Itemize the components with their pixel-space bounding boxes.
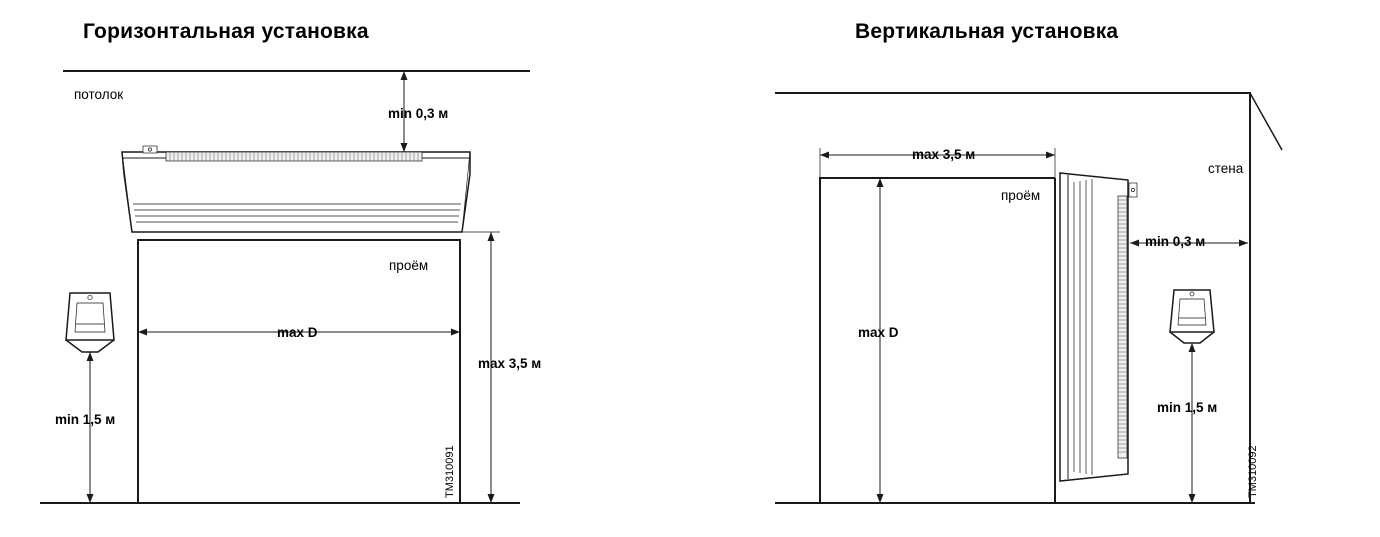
label-min-remote-height: min 1,5 м <box>55 412 116 427</box>
dimension-min-remote-height <box>87 352 94 503</box>
door-opening-outline <box>138 240 460 503</box>
panel-vertical-installation <box>690 0 1380 537</box>
label-max-d-vertical: max D <box>858 325 899 340</box>
air-curtain-unit-vertical <box>1060 173 1137 481</box>
door-opening-outline-vertical <box>775 178 1055 503</box>
panel-title-horizontal: Горизонтальная установка <box>83 20 369 43</box>
label-max-height: max 3,5 м <box>478 356 542 371</box>
label-min-top: min 0,3 м <box>388 106 449 121</box>
label-min-side: min 0,3 м <box>1145 234 1206 249</box>
dimension-min-remote-height-vertical <box>1189 343 1196 503</box>
drawing-code-vertical: ТМ310092 <box>1247 445 1259 498</box>
panel-title-vertical: Вертикальная установка <box>855 20 1119 43</box>
drawing-code-horizontal: ТМ310091 <box>444 445 456 498</box>
label-opening-vertical: проём <box>1001 188 1041 203</box>
remote-control-panel-vertical <box>1170 290 1214 343</box>
label-max-distance: max 3,5 м <box>912 147 976 162</box>
label-max-d: max D <box>277 325 318 340</box>
label-min-remote-height-vertical: min 1,5 м <box>1157 400 1218 415</box>
label-wall: стена <box>1208 161 1244 176</box>
wall-corner-bevel <box>1250 93 1282 150</box>
remote-control-panel <box>66 293 114 352</box>
dimension-max-d-vertical <box>877 178 884 503</box>
vertical-installation-drawing <box>690 0 1380 537</box>
label-ceiling: потолок <box>74 87 124 102</box>
air-curtain-unit-horizontal <box>122 146 470 232</box>
label-opening-horizontal: проём <box>389 258 429 273</box>
